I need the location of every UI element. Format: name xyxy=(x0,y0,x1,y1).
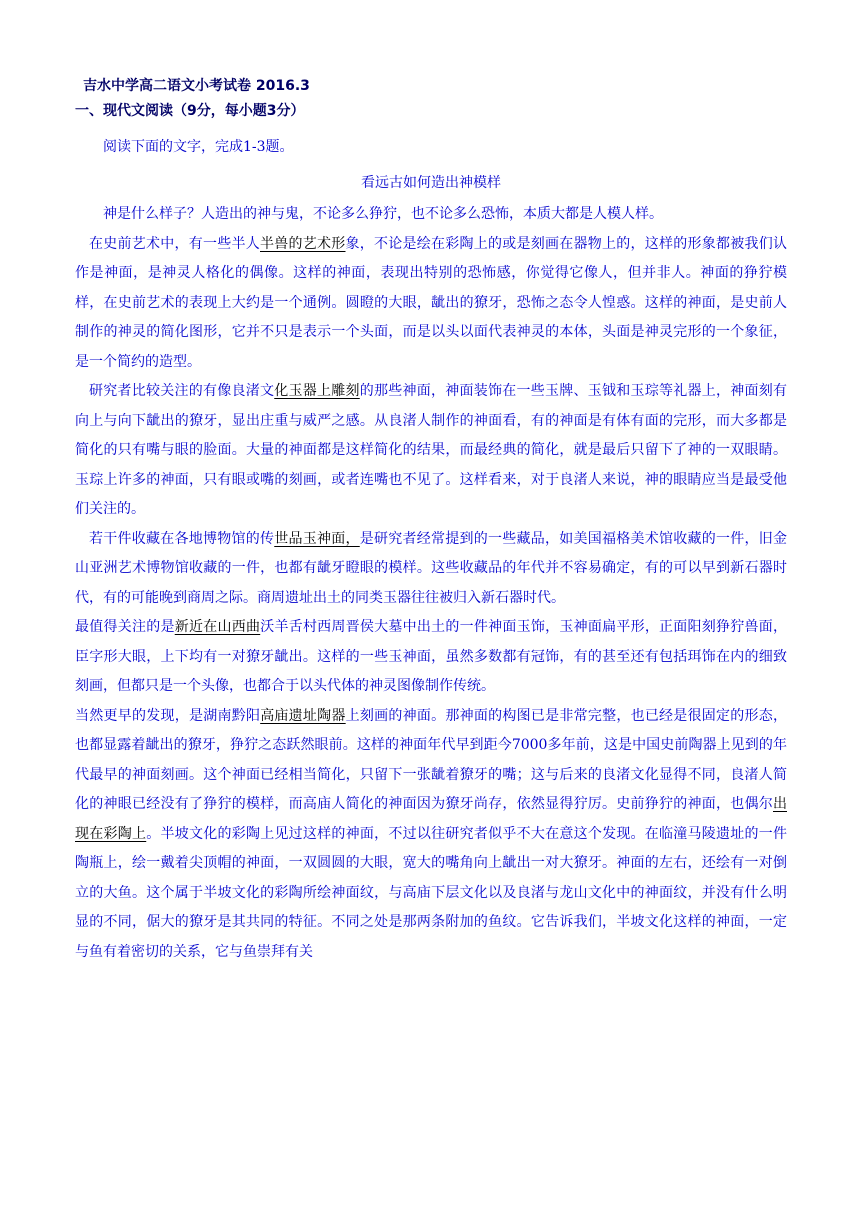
paragraph-3-underlined: 化玉器上雕刻 xyxy=(274,383,360,399)
paragraph-6 xyxy=(75,702,787,968)
reading-instruction: 阅读下面的文字，完成1-3题。 xyxy=(103,139,294,155)
paragraph-4 xyxy=(75,525,787,614)
paragraph-3 xyxy=(75,377,787,525)
paragraph-2 xyxy=(75,230,787,378)
paragraph-2-text-a: 在史前艺术中，有一些半人 xyxy=(89,235,260,252)
paragraph-4-underlined: 世品玉神面， xyxy=(274,530,360,547)
exam-title: 吉水中学高二语文小考试卷 2016.3 xyxy=(83,78,310,94)
paragraph-6-underlined-2: 出现在彩陶上 xyxy=(75,796,787,842)
paragraph-1 xyxy=(75,200,787,230)
paragraph-5-text-b: 沃羊舌村西周晋侯大墓中出土的一件神面玉饰，玉神面扁平形，正面阳刻狰狞兽面，臣字形大眼，上下均有一对獠牙龇出。这样的一些玉神面，虽然多数都有冠饰，有的甚至还有包括珥饰在内的细致刻画，但都只是一个头像，也都合于以头代体的神灵图像制作传统。 xyxy=(75,619,788,694)
article-title: 看远古如何造出神模样 xyxy=(361,175,501,191)
paragraph-6-text-c: 。半坡文化的彩陶上见过这样的神面，不过以往研究者似乎不大在意这个发现。在临潼马陵遗址的一件陶瓶上，绘一戴着尖顶帽的神面，一双圆圆的大眼，宽大的嘴角向上龇出一对大獠牙。神面的左右，还绘有一对倒立的大鱼。这个属于半坡文化的彩陶所绘神面纹，与高庙下层文化以及良渚与龙山文化中的神面纹，并没有什么明显的不同，倨大的獠牙是其共同的特征。不同之处是那两条附加的鱼纹。它告诉我们，半坡文化这样的神面，一定与鱼有着密切的关系，它与鱼崇拜有关 xyxy=(75,825,788,960)
paragraph-1-text: 神是什么样子？人造出的神与鬼，不论多么狰狞，也不论多么恐怖，本质大都是人模人样。 xyxy=(103,206,663,222)
paragraph-4-text-a: 若干件收藏在各地博物馆的传 xyxy=(89,530,275,547)
paragraph-6-text-a: 当然更早的发现，是湖南黔阳 xyxy=(75,707,261,724)
paragraph-5-text-a: 最值得关注的是 xyxy=(75,619,175,635)
paragraph-3-text-a: 研究者比较关注的有像良渚文 xyxy=(89,383,275,399)
paragraph-2-text-b: 象，不论是绘在彩陶上的或是刻画在器物上的，这样的形象都被我们认作是神面，是神灵人格化的偶像。这样的神面，表现出特别的恐怖感，你觉得它像人，但并非人。神面的狰狞模样，在史前艺术的表现上大约是一个通例。圆瞪的大眼，龇出的獠牙，恐怖之态令人惶惑。这样的神面，是史前人制作的神灵的简化图形，它并不只是表示一个头面，而是以头以面代表神灵的本体，头面是神灵完形的一个象征，是一个简约的造型。 xyxy=(75,235,787,370)
paragraph-2-underlined: 半兽的艺术形 xyxy=(260,235,346,252)
paragraph-6-underlined-1: 高庙遗址陶器 xyxy=(260,707,346,724)
paragraph-6-text-b: 上刻画的神面。那神面的构图已是非常完整，也已经是很固定的形态，也都显露着龇出的獠牙，狰狞之态跃然眼前。这样的神面年代早到距今7000多年前，这是中国史前陶器上见到的年代最早的神面刻画。这个神面已经相当简化，只留下一张龇着獠牙的嘴；这与后来的良渚文化显得不同，良渚人简化的神眼已经没有了狰狞的模样，而高庙人简化的神面因为獠牙尚存，依然显得狞厉。史前狰狞的神面，也偶尔 xyxy=(75,707,788,812)
paragraph-3-text-b: 的那些神面，神面装饰在一些玉牌、玉钺和玉琮等礼器上，神面刻有向上与向下龇出的獠牙，显出庄重与威严之感。从良渚人制作的神面看，有的神面是有体有面的完形，而大多都是简化的只有嘴与眼的脸面。大量的神面都是这样简化的结果，而最经典的简化，就是最后只留下了神的一双眼睛。玉琮上许多的神面，只有眼或嘴的刻画，或者连嘴也不见了。这样看来，对于良渚人来说，神的眼睛应当是最受他们关注的。 xyxy=(75,383,787,517)
paragraph-5-underlined: 新近在山西曲 xyxy=(174,619,261,635)
paragraph-4-text-b: 是研究者经常提到的一些藏品，如美国福格美术馆收藏的一件，旧金山亚洲艺术博物馆收藏的一件，也都有龇牙瞪眼的模样。这些收藏品的年代并不容易确定，有的可以早到新石器时代，有的可能晚到商周之际。商周遗址出土的同类玉器往往被归入新石器时代。 xyxy=(75,530,787,606)
paragraph-5 xyxy=(75,613,787,702)
section-heading: 一、现代文阅读（9分，每小题3分） xyxy=(75,103,305,119)
exam-page xyxy=(75,74,787,967)
